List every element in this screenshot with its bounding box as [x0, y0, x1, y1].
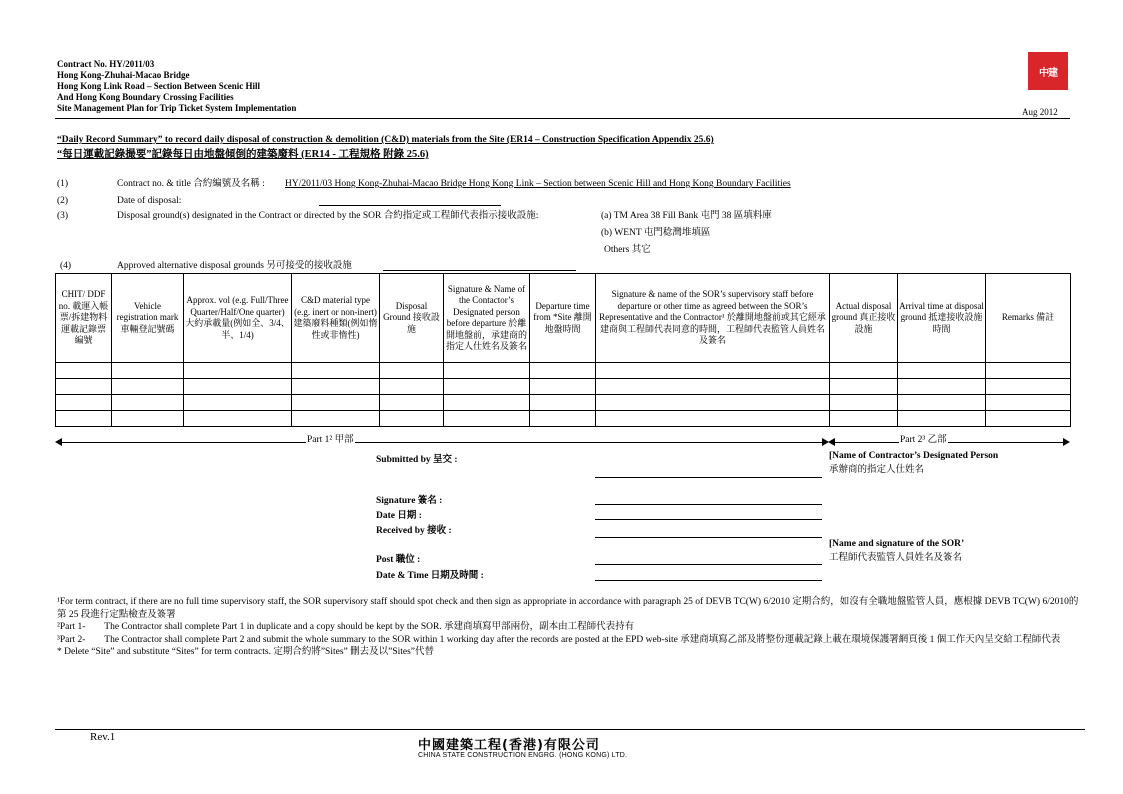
- table-cell[interactable]: [112, 395, 184, 411]
- table-cell[interactable]: [380, 395, 444, 411]
- table-cell[interactable]: [56, 411, 112, 427]
- header-approx-vol: Approx. vol (e.g. Full/Three Quarter/Half/One quarter) 大約承載量(例如全、3/4、半、1/4): [184, 274, 292, 363]
- header-line: Hong Kong-Zhuhai-Macao Bridge: [57, 70, 190, 80]
- table-cell[interactable]: [898, 395, 986, 411]
- sor-name-zh: 工程師代表監管人員姓名及簽名: [829, 553, 963, 563]
- submitted-by-field[interactable]: [595, 477, 822, 478]
- company-name-zh: 中國建築工程(香港)有限公司: [418, 738, 600, 753]
- table-cell[interactable]: [530, 411, 596, 427]
- table-cell[interactable]: [292, 395, 380, 411]
- company-logo: [1028, 52, 1068, 90]
- part1-label: Part 1² 甲部: [307, 435, 354, 445]
- header-line: Site Management Plan for Trip Ticket System Implementation: [57, 103, 297, 113]
- header-date: Aug 2012: [1022, 107, 1058, 117]
- date-of-disposal-field[interactable]: [319, 205, 501, 206]
- header-disposal-ground: Disposal Ground 接收設施: [380, 274, 444, 363]
- alternative-disposal-field[interactable]: [383, 270, 576, 271]
- date-field[interactable]: [595, 519, 822, 520]
- table-cell[interactable]: [56, 395, 112, 411]
- table-cell[interactable]: [292, 363, 380, 379]
- item-number: (4): [60, 261, 72, 271]
- table-cell[interactable]: [380, 363, 444, 379]
- part1-arrow-left-icon: [55, 438, 62, 446]
- table-cell[interactable]: [986, 411, 1071, 427]
- header-sor-signature: Signature & name of the SOR’s supervisory staff before departure or other time as agreed between the SOR’s Representative and the Contractor¹ 於離開地盤前或其它經承建商與工程師代表同意的時間，工程師代表監管人員姓名及簽名: [596, 274, 830, 363]
- disposal-option: (a) TM Area 38 Fill Bank 屯門 38 區填料庫: [601, 211, 772, 221]
- table-cell[interactable]: [184, 395, 292, 411]
- header-contractor-signature: Signature & Name of the Contactor’s Designated person before departure 於離開地盤前，承建商的指定人仕姓名及簽名: [444, 274, 530, 363]
- table-cell[interactable]: [530, 395, 596, 411]
- table-cell[interactable]: [444, 411, 530, 427]
- table-cell[interactable]: [444, 363, 530, 379]
- header-chit-no: CHIT/ DDF no. 載運入帳票/拆建物料運載記錄票編號: [56, 274, 112, 363]
- post-field[interactable]: [595, 564, 822, 565]
- table-cell[interactable]: [898, 411, 986, 427]
- received-by-label: Received by 接收 :: [376, 526, 452, 536]
- table-cell[interactable]: [596, 363, 830, 379]
- table-cell[interactable]: [184, 379, 292, 395]
- document-title: [57, 135, 1067, 161]
- item-label: Approved alternative disposal grounds 另可接受的接收設施: [117, 261, 352, 271]
- submitted-by-label: Submitted by 呈交 :: [376, 455, 458, 465]
- table-cell[interactable]: [830, 379, 898, 395]
- part2-arrow-right-icon: [1063, 438, 1070, 446]
- table-cell[interactable]: [986, 379, 1071, 395]
- table-cell[interactable]: [596, 395, 830, 411]
- table-cell[interactable]: [444, 395, 530, 411]
- signature-label: Signature 簽名 :: [376, 496, 443, 506]
- daily-record-table: [55, 273, 1071, 427]
- contract-title-value: HY/2011/03 Hong Kong-Zhuhai-Macao Bridge Hong Kong Link – Section between Scenic Hill and Hong Kong Boundary Facilities: [285, 179, 791, 189]
- table-row: [56, 395, 1071, 411]
- table-cell[interactable]: [56, 363, 112, 379]
- table-row: [56, 379, 1071, 395]
- table-cell[interactable]: [112, 363, 184, 379]
- table-cell[interactable]: [986, 363, 1071, 379]
- table-cell[interactable]: [830, 411, 898, 427]
- header-remarks: Remarks 備註: [986, 274, 1071, 363]
- signature-field[interactable]: [595, 504, 822, 505]
- item-label: Contract no. & title 合約編號及名稱 :: [117, 179, 265, 189]
- header-arrival-time: Arrival time at disposal ground 抵達接收設施時間: [898, 274, 986, 363]
- table-cell[interactable]: [184, 363, 292, 379]
- date-label: Date 日期 :: [376, 511, 422, 521]
- table-cell[interactable]: [830, 395, 898, 411]
- table-cell[interactable]: [112, 411, 184, 427]
- table-cell[interactable]: [530, 379, 596, 395]
- item-label: Disposal ground(s) designated in the Contract or directed by the SOR 合約指定或工程師代表指示接收設施:: [117, 211, 539, 221]
- footnote: * Delete “Site” and substitute “Sites” for term contracts. 定期合約將”Sites” 刪去及以”Sites”代替: [57, 647, 435, 657]
- date-time-field[interactable]: [595, 580, 822, 581]
- table-cell[interactable]: [596, 411, 830, 427]
- part2-arrow-left-icon: [828, 438, 835, 446]
- company-name-en: CHINA STATE CONSTRUCTION ENGRG. (HONG KONG) LTD.: [418, 752, 628, 759]
- table-row: [56, 411, 1071, 427]
- part2-label: Part 2³ 乙部: [900, 435, 947, 445]
- header-actual-disposal: Actual disposal ground 真正接收設施: [830, 274, 898, 363]
- contractor-name-en: [Name of Contractor’s Designated Person: [829, 451, 999, 461]
- table-cell[interactable]: [530, 363, 596, 379]
- header-rule: [55, 118, 1070, 119]
- header-line: And Hong Kong Boundary Crossing Facilities: [57, 92, 234, 102]
- disposal-option: (b) WENT 屯門稔灣堆填區: [601, 228, 711, 238]
- post-label: Post 職位 :: [376, 555, 421, 565]
- footnote: ¹For term contract, if there are no full time supervisory staff, the SOR supervisory staff should spot check and then sign as appropriate in accordance with paragraph 25 of DEVB TC(W) 6/2010 定期合約，如沒有全職地盤監管人員，應根據 DEVB TC(W) 6/2010的第 25 段進行定點檢查及簽署: [57, 597, 1079, 620]
- title-zh: “每日運載記錄撮要”記錄每日由地盤傾倒的建築廢料 (ER14 - 工程規格 附錄 25.6): [57, 149, 429, 160]
- logo-text: 中建: [1039, 67, 1057, 79]
- header-departure-time: Departure time from *Site 離開地盤時間: [530, 274, 596, 363]
- footnotes: [57, 596, 1087, 659]
- table-cell[interactable]: [112, 379, 184, 395]
- table-header-row: [56, 274, 1071, 363]
- footer-rule: [55, 729, 1085, 730]
- table-row: [56, 363, 1071, 379]
- table-cell[interactable]: [56, 379, 112, 395]
- title-en: “Daily Record Summary” to record daily disposal of construction & demolition (C&D) materials from the Site (ER14 – Construction Specification Appendix 25.6): [57, 135, 714, 145]
- table-cell[interactable]: [292, 379, 380, 395]
- sor-name-en: [Name and signature of the SOR’: [829, 539, 965, 549]
- table-cell[interactable]: [292, 411, 380, 427]
- table-cell[interactable]: [898, 379, 986, 395]
- item-label: Date of disposal:: [117, 196, 182, 206]
- table-cell[interactable]: [444, 379, 530, 395]
- disposal-option: Others 其它: [604, 245, 651, 255]
- table-cell[interactable]: [898, 363, 986, 379]
- table-cell[interactable]: [596, 379, 830, 395]
- header-vehicle-reg: Vehicle registration mark 車輛登記號碼: [112, 274, 184, 363]
- contractor-name-zh: 承辦商的指定人仕姓名: [829, 465, 925, 475]
- part1-arrow-line: [60, 442, 822, 443]
- footnote: ²Part 1- The Contractor shall complete Part 1 in duplicate and a copy should be kept by the SOR. 承建商填寫甲部兩份，副本由工程師代表持有: [57, 622, 635, 632]
- part2-arrow-line: [834, 442, 1064, 443]
- item-number: (1): [57, 179, 69, 189]
- revision-label: Rev.1: [90, 731, 116, 743]
- date-time-label: Date & Time 日期及時間 :: [376, 571, 484, 581]
- table-cell[interactable]: [184, 411, 292, 427]
- footnote: ³Part 2- The Contractor shall complete Part 2 and submit the whole summary to the SOR within 1 working day after the records are posted at the EPD web-site 承建商填寫乙部及將整份運載記錄上載在環境保護署網頁後 1 個工作天內呈交給工程師代表: [57, 634, 1061, 645]
- received-by-field[interactable]: [595, 537, 822, 538]
- table-cell[interactable]: [986, 395, 1071, 411]
- header-line: Contract No. HY/2011/03: [57, 59, 155, 69]
- item-number: (2): [57, 196, 69, 206]
- table-cell[interactable]: [830, 363, 898, 379]
- header-material-type: C&D material type (e.g. inert or non-inert) 建築廢料種類(例如惰性或非惰性): [292, 274, 380, 363]
- header-line: Hong Kong Link Road – Section Between Scenic Hill: [57, 81, 261, 91]
- contract-header: [57, 59, 557, 114]
- table-cell[interactable]: [380, 379, 444, 395]
- table-cell[interactable]: [380, 411, 444, 427]
- item-number: (3): [57, 211, 69, 221]
